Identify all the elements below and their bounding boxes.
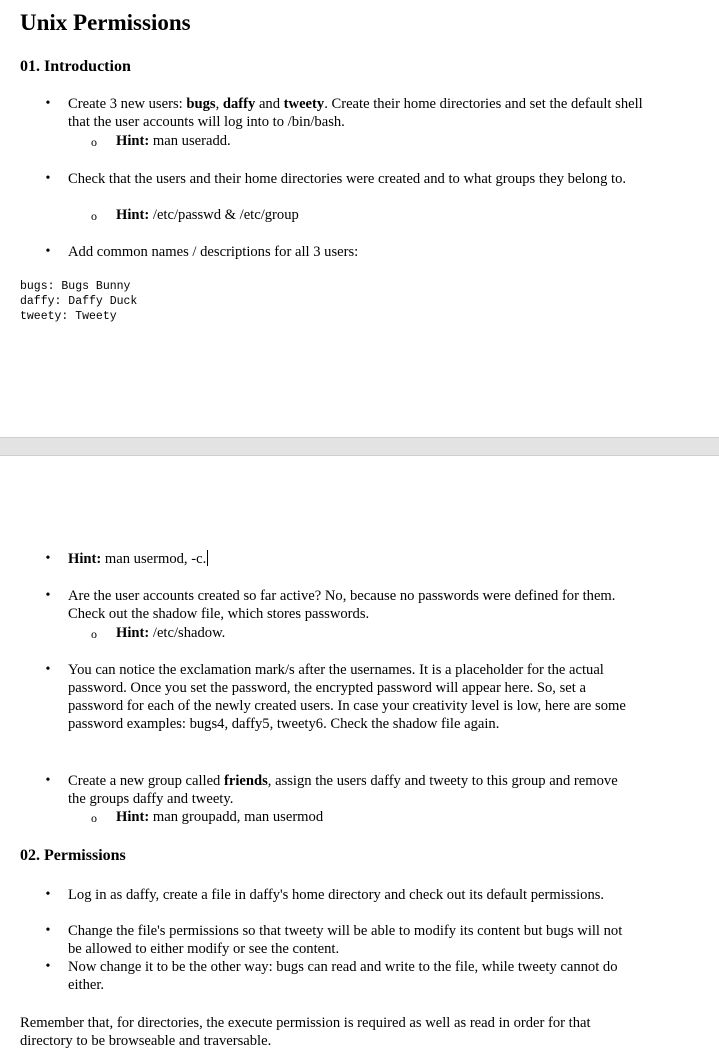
bullet-marker: •	[45, 171, 51, 186]
bullet-marker: •	[45, 773, 51, 788]
list-item-text: . Create their home directories and set the default shell that the user accounts will log into to /bin/bash.	[68, 96, 643, 130]
list-item-create-group[interactable]	[68, 772, 633, 808]
username-bugs: bugs	[186, 96, 216, 112]
list-item-create-users[interactable]	[68, 95, 643, 131]
list-item-hint-usermod[interactable]	[68, 550, 643, 568]
hint-text: man groupadd, man usermod	[149, 809, 324, 825]
list-item-check-users[interactable]: Check that the users and their home directories were created and to what groups they belong to.	[68, 171, 627, 187]
bullet-marker: •	[45, 662, 51, 677]
bullet-marker: •	[45, 551, 51, 566]
section-heading-permissions: 02. Permissions	[20, 847, 126, 864]
hint-passwd-group[interactable]	[116, 206, 636, 224]
bullet-marker: •	[45, 244, 51, 259]
sub-bullet-marker: o	[91, 209, 97, 223]
hint-text: /etc/shadow.	[149, 625, 226, 641]
bullet-marker: •	[45, 959, 51, 974]
code-line-daffy: daffy: Daffy Duck	[20, 295, 138, 308]
list-item-text: Create a new group called	[68, 773, 224, 789]
hint-label: Hint:	[116, 207, 150, 223]
hint-shadow[interactable]	[116, 624, 636, 642]
page-break	[0, 437, 719, 456]
section-heading-introduction: 01. Introduction	[20, 58, 131, 75]
hint-label: Hint:	[68, 551, 102, 567]
hint-label: Hint:	[116, 809, 150, 825]
list-item-text: Create 3 new users:	[68, 96, 187, 112]
sub-bullet-marker: o	[91, 811, 97, 825]
hint-label: Hint:	[116, 625, 150, 641]
hint-groupadd[interactable]	[116, 808, 636, 826]
separator: and	[255, 96, 284, 112]
hint-label: Hint:	[116, 133, 150, 149]
bullet-marker: •	[45, 923, 51, 938]
hint-useradd[interactable]	[116, 132, 636, 150]
username-tweety: tweety	[283, 96, 325, 112]
sub-bullet-marker: o	[91, 135, 97, 149]
document-title: Unix Permissions	[20, 10, 191, 35]
hint-text: /etc/passwd & /etc/group	[149, 207, 299, 223]
text-cursor	[207, 550, 208, 566]
hint-text: man usermod, -c.	[101, 551, 207, 567]
list-item-add-names[interactable]: Add common names / descriptions for all 3 users:	[68, 244, 359, 260]
bullet-marker: •	[45, 887, 51, 902]
list-item-login-daffy[interactable]: Log in as daffy, create a file in daffy's home directory and check out its default permissions.	[68, 887, 605, 903]
username-daffy: daffy	[222, 96, 256, 112]
closing-paragraph[interactable]: Remember that, for directories, the execute permission is required as well as read in order for that directory to be browseable and traversable.	[20, 1015, 591, 1049]
hint-text: man useradd.	[149, 133, 231, 149]
code-line-tweety: tweety: Tweety	[20, 310, 117, 323]
list-item-other-way[interactable]: Now change it to be the other way: bugs can read and write to the file, while tweety cannot do either.	[68, 959, 618, 993]
list-item-change-permissions[interactable]: Change the file's permissions so that tweety will be able to modify its content but bugs will not be allowed to either modify or see the content.	[68, 923, 623, 957]
separator: ,	[215, 96, 223, 112]
code-line-bugs: bugs: Bugs Bunny	[20, 280, 131, 293]
bullet-marker: •	[45, 96, 51, 111]
sub-bullet-marker: o	[91, 627, 97, 641]
list-item-text: , assign the users daffy and tweety to this group and remove the groups daffy and tweety.	[68, 773, 618, 807]
bullet-marker: •	[45, 588, 51, 603]
group-name-friends: friends	[224, 773, 268, 789]
list-item-exclamation-mark[interactable]: You can notice the exclamation mark/s after the usernames. It is a placeholder for the actual password. Once you set the password, the encrypted password will appear here. So, set a password for each of the newly created users. In case your creativity level is low, here are some password examples: bugs4, daffy5, tweety6. Check the shadow file again.	[68, 662, 626, 732]
list-item-accounts-active[interactable]: Are the user accounts created so far active? No, because no passwords were defined for them. Check out the shadow file, which stores passwords.	[68, 588, 616, 622]
